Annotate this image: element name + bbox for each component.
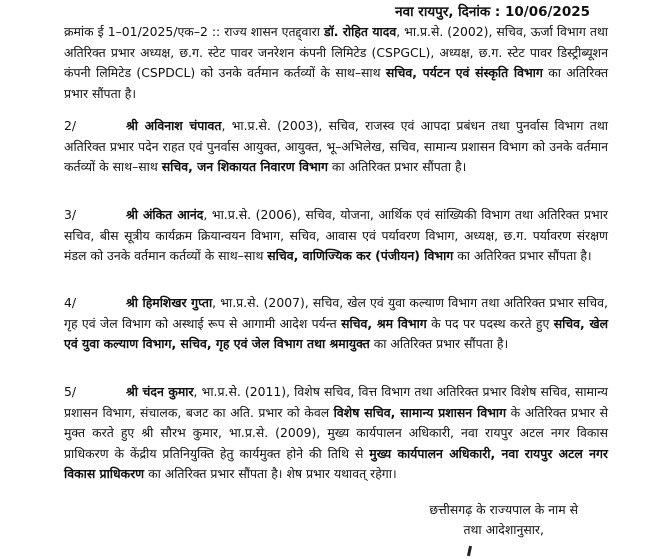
signature-line-2: तथा आदेशानुसार, — [463, 522, 544, 537]
paragraph-number: 3/ — [64, 207, 77, 222]
paragraph-4 — [64, 293, 608, 355]
officer-name: श्री अविनाश चंपावत — [126, 118, 222, 133]
officer-name: श्री अंकित आनंद — [126, 207, 204, 222]
paragraph-1 — [64, 22, 608, 104]
paragraph-text: , भा.प्र.से. (2006), सचिव, योजना, आर्थिक एवं सांख्यिकी विभाग तथा अतिरिक्त प्रभार सचिव, बीस सूत्रीय कार्यक्रम क्रियान्वयन विभाग, सचिव, आवास एवं पर्यावरण विभाग, अध्यक्ष, छ.ग. पर्यावरण संरक्षण मंडल को उनके वर्तमान कर्तव्यों के साथ–साथ — [64, 207, 608, 264]
paragraph-number: 4/ — [64, 295, 77, 310]
signature-block — [429, 500, 578, 540]
assigned-charge: सचिव, जन शिकायत निवारण विभाग — [161, 159, 328, 175]
paragraph-5 — [64, 382, 608, 485]
assigned-charge: सचिव, वाणिज्यिक कर (पंजीयन) विभाग — [267, 248, 454, 264]
paragraph-2 — [64, 116, 608, 178]
paragraph-text: का अतिरिक्त प्रभार सौंपता है। शेष प्रभार यथावत् रहेगा। — [144, 466, 397, 482]
paragraph-text: , भा.प्र.से. (2011), विशेष सचिव, वित्त विभाग तथा अतिरिक्त प्रभार विशेष सचिव, सामान्य प्रशासन विभाग, संचालक, बजट का अति. प्रभार को केवल — [64, 384, 608, 420]
assigned-charge: मुख्य कार्यपालन अधिकारी, नवा रायपुर अटल नगर विकास प्राधिकरण — [64, 445, 608, 482]
signature-line-1: छत्तीसगढ़ के राज्यपाल के नाम से — [429, 502, 578, 517]
paragraph-text: के पद पर पदस्थ करते हुए — [426, 315, 554, 331]
paragraph-text: , भा.प्र.से. (2007), सचिव, खेल एवं युवा कल्याण विभाग तथा अतिरिक्त प्रभार सचिव, गृह एवं जेल विभाग को अस्थाई रूप से आगामी आदेश पर्यन्त — [64, 295, 608, 331]
place-date: नवा रायपुर, दिनांक : 10/06/2025 — [395, 4, 590, 20]
paragraph-text: का अतिरिक्त प्रभार सौंपता है। — [64, 65, 609, 101]
signature-mark — [467, 546, 472, 556]
paragraph-text: , भा.प्र.से. (2002), सचिव, ऊर्जा विभाग तथा अतिरिक्त प्रभार अध्यक्ष, छ.ग. स्टेट पावर जनरेशन कंपनी लिमिटेड (CSPGCL), अध्यक्ष, छ.ग. स्टेट पावर डिस्ट्रीब्यूशन कंपनी लिमिटेड (CSPDCL) को उनके वर्तमान कर्तव्यों के साथ–साथ — [64, 24, 609, 81]
paragraph-3 — [64, 205, 608, 267]
paragraph-text: का अतिरिक्त प्रभार सौंपता है। — [327, 159, 467, 175]
officer-name: डॉ. रोहित यादव — [323, 24, 397, 39]
paragraph-text: का अतिरिक्त प्रभार सौंपता है। — [369, 336, 509, 352]
officer-name: श्री हिमशिखर गुप्ता — [126, 295, 213, 310]
paragraph-number: 2/ — [64, 118, 77, 133]
paragraph-text: के अतिरिक्त प्रभार से मुक्त करते हुए श्री सौरभ कुमार, भा.प्र.से. (2009), मुख्य कार्यपालन अधिकारी, नवा रायपुर अटल नगर विकास प्राधिकरण के केंद्रीय प्रतिनियुक्ति हेतु कार्यमुक्त होने की तिथि से — [64, 404, 608, 461]
assigned-charge: सचिव, खेल एवं युवा कल्याण विभाग, सचिव, गृह एवं जेल विभाग तथा श्रमायुक्त — [64, 315, 609, 352]
paragraph-text: का अतिरिक्त प्रभार सौंपता है। — [453, 248, 592, 264]
paragraph-number: 5/ — [64, 384, 77, 399]
relieved-charge: विशेष सचिव, सामान्य प्रशासन विभाग — [333, 404, 507, 420]
assigned-charge: सचिव, पर्यटन एवं संस्कृति विभाग — [385, 65, 543, 81]
paragraph-text: , भा.प्र.से. (2003), सचिव, राजस्व एवं आपदा प्रबंधन तथा पुनर्वास विभाग तथा अतिरिक्त प्रभार पदेन राहत एवं पुनर्वास आयुक्त, आयुक्त, भू–अभिलेख, सचिव, सामान्य प्रशासन विभाग को उनके वर्तमान कर्तव्यों के साथ–साथ — [64, 118, 608, 175]
officer-name: श्री चंदन कुमार — [126, 384, 194, 399]
order-number-text: क्रमांक ई 1–01/2025/एक–2 :: राज्य शासन एतद्द्वारा — [64, 24, 324, 39]
assigned-post: सचिव, श्रम विभाग — [341, 315, 427, 331]
